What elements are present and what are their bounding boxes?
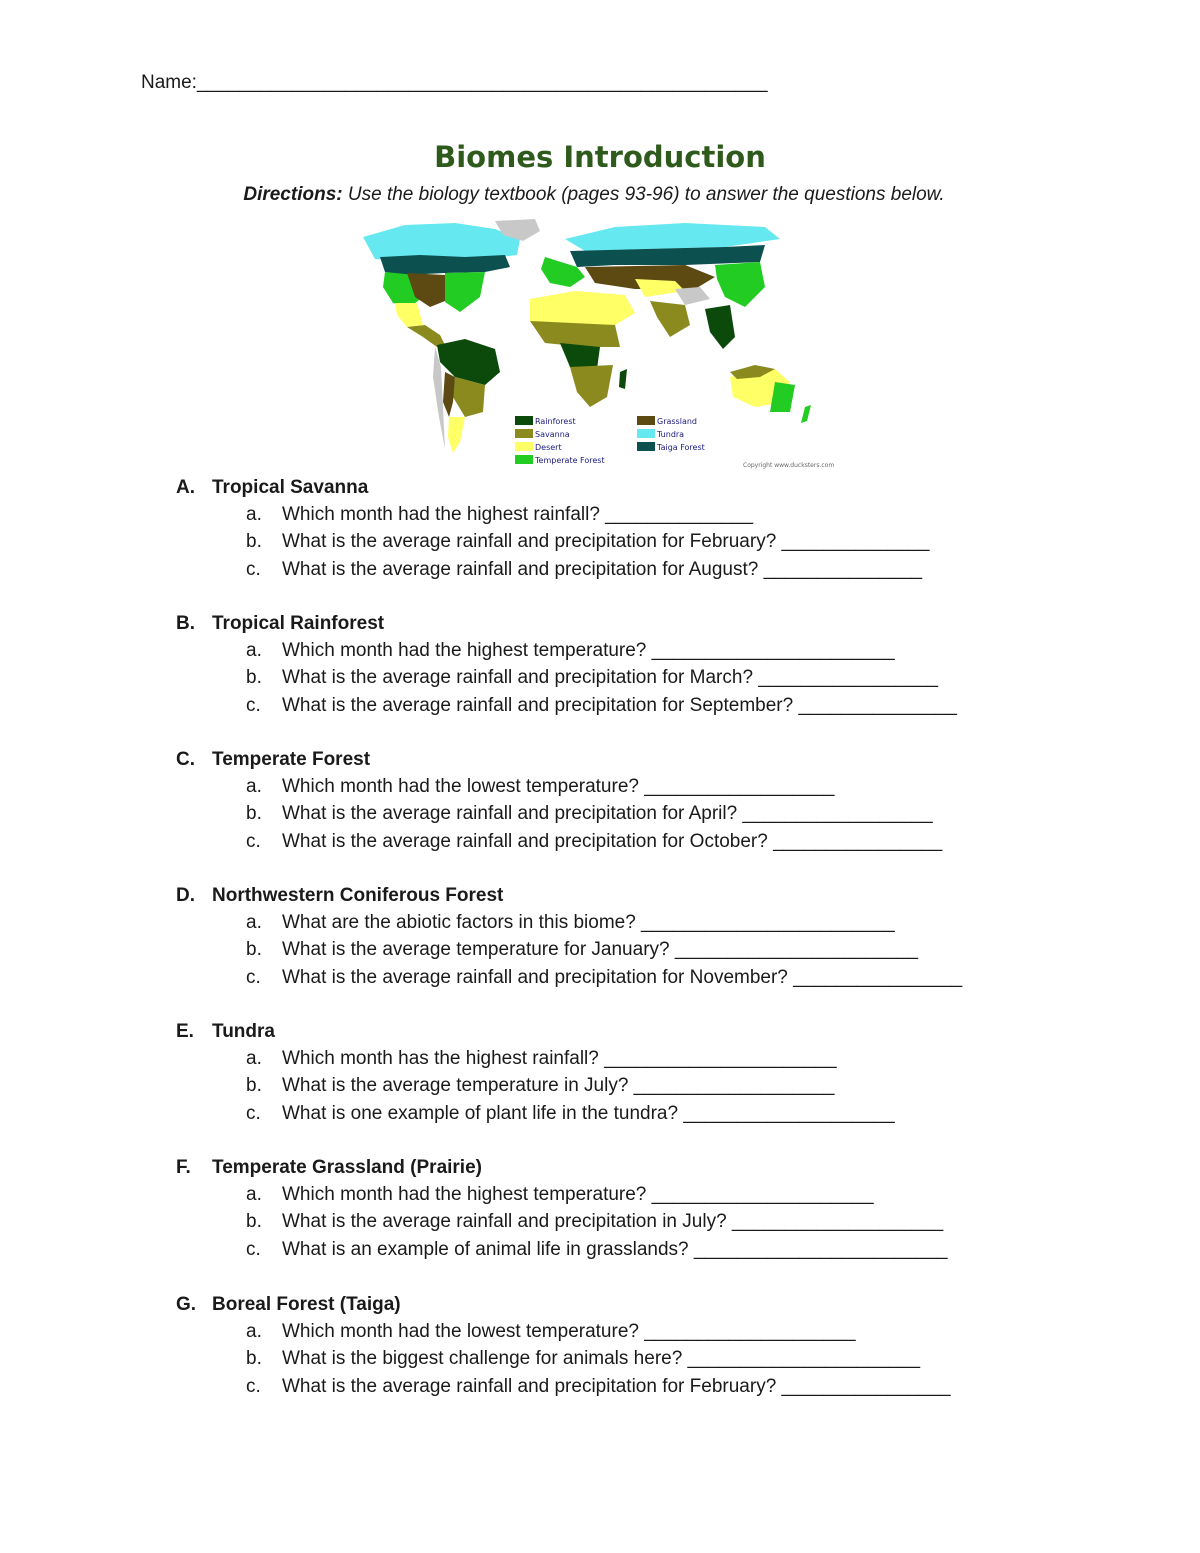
question-row[interactable]: a. Which month had the lowest temperature? __________________ — [246, 776, 835, 797]
map-south-america-grassland — [443, 372, 455, 417]
question-row[interactable]: a. Which month has the highest rainfall? ______________________ — [246, 1048, 837, 1069]
map-africa-rainforest — [560, 343, 600, 369]
map-south-america-south — [448, 417, 465, 453]
legend-swatch-savanna — [515, 429, 533, 438]
legend-label-temperate-forest: Temperate Forest — [535, 456, 605, 465]
section-heading: A. Tropical Savanna — [176, 477, 369, 498]
question-row[interactable]: a. Which month had the highest temperature? _____________________ — [246, 1184, 874, 1205]
directions-label: Directions: — [243, 184, 343, 205]
question-row[interactable]: a. Which month had the highest temperature? _______________________ — [246, 640, 895, 661]
section-boreal-forest — [176, 1291, 1076, 1400]
legend-swatch-temperate-forest — [515, 455, 533, 464]
question-row[interactable]: b. What is the biggest challenge for animals here? ______________________ — [246, 1348, 921, 1370]
map-copyright: Copyright www.ducksters.com — [743, 462, 835, 469]
section-heading: E. Tundra — [176, 1021, 275, 1042]
map-new-zealand — [801, 405, 811, 423]
section-temperate-grassland — [176, 1154, 1076, 1263]
section-temperate-forest — [176, 746, 1076, 855]
question-row[interactable]: c. What is the average rainfall and precipitation for August? _______________ — [246, 558, 923, 580]
world-biome-map — [345, 217, 855, 475]
question-row[interactable]: c. What is an example of animal life in grasslands? ________________________ — [246, 1238, 948, 1260]
section-tropical-savanna — [176, 474, 1076, 583]
section-heading: C. Temperate Forest — [176, 749, 371, 770]
map-north-america-desert — [395, 303, 423, 327]
map-africa-desert — [530, 291, 635, 327]
question-row[interactable]: b. What is the average rainfall and precipitation for April? __________________ — [246, 803, 933, 825]
section-heading: F. Temperate Grassland (Prairie) — [176, 1157, 482, 1178]
directions — [0, 184, 1188, 206]
legend-label-taiga-forest: Taiga Forest — [657, 443, 705, 452]
legend-label-rainforest: Rainforest — [535, 417, 576, 426]
map-north-america-taiga — [380, 255, 510, 275]
legend-label-desert: Desert — [535, 443, 562, 452]
question-row[interactable]: b. What is the average rainfall and precipitation for March? _________________ — [246, 667, 938, 689]
legend-label-grassland: Grassland — [657, 417, 697, 426]
map-africa-savanna — [530, 321, 620, 347]
map-africa-south — [570, 365, 613, 407]
question-row[interactable]: c. What is the average rainfall and precipitation for October? ________________ — [246, 830, 943, 852]
question-row[interactable]: b. What is the average rainfall and precipitation in July? ____________________ — [246, 1211, 944, 1233]
section-tundra — [176, 1018, 1076, 1127]
legend-swatch-grassland — [637, 416, 655, 425]
legend-swatch-taiga-forest — [637, 442, 655, 451]
question-row[interactable]: c. What is the average rainfall and precipitation for September? _______________ — [246, 694, 957, 716]
question-row[interactable]: c. What is the average rainfall and precipitation for February? ________________ — [246, 1375, 951, 1397]
legend-label-savanna: Savanna — [535, 430, 570, 439]
map-south-asia — [650, 301, 690, 337]
section-tropical-rainforest — [176, 610, 1076, 719]
question-row[interactable]: c. What is one example of plant life in the tundra? ____________________ — [246, 1102, 895, 1124]
section-heading: G. Boreal Forest (Taiga) — [176, 1294, 401, 1315]
question-row[interactable]: b. What is the average temperature in July? ___________________ — [246, 1075, 835, 1097]
question-row[interactable]: a. What are the abiotic factors in this biome? ________________________ — [246, 912, 895, 933]
question-row[interactable]: b. What is the average rainfall and precipitation for February? ______________ — [246, 531, 930, 553]
section-northwestern-coniferous-forest — [176, 882, 1076, 991]
question-row[interactable]: a. Which month had the lowest temperature? ____________________ — [246, 1321, 856, 1342]
question-row[interactable]: c. What is the average rainfall and precipitation for November? ________________ — [246, 966, 963, 988]
question-row[interactable]: a. Which month had the highest rainfall? ______________ — [246, 504, 754, 525]
legend-label-tundra: Tundra — [657, 430, 685, 439]
map-asia-forest-east — [715, 262, 765, 307]
legend-swatch-tundra — [637, 429, 655, 438]
legend-swatch-desert — [515, 442, 533, 451]
page-title: Biomes Introduction — [434, 140, 766, 174]
map-north-america-tundra — [363, 223, 520, 261]
map-central-america — [407, 325, 445, 347]
map-madagascar — [619, 369, 627, 389]
directions-text: Use the biology textbook (pages 93-96) to answer the questions below. — [342, 184, 945, 205]
name-field[interactable]: Name:______________________________________________________ — [141, 72, 768, 93]
question-row[interactable]: b. What is the average temperature for January? _______________________ — [246, 939, 918, 961]
map-southeast-asia — [705, 305, 735, 349]
section-heading: D. Northwestern Coniferous Forest — [176, 885, 504, 906]
map-north-america-east-forest — [445, 272, 485, 312]
map-himalaya — [675, 287, 710, 305]
legend-swatch-rainforest — [515, 416, 533, 425]
section-heading: B. Tropical Rainforest — [176, 613, 385, 634]
